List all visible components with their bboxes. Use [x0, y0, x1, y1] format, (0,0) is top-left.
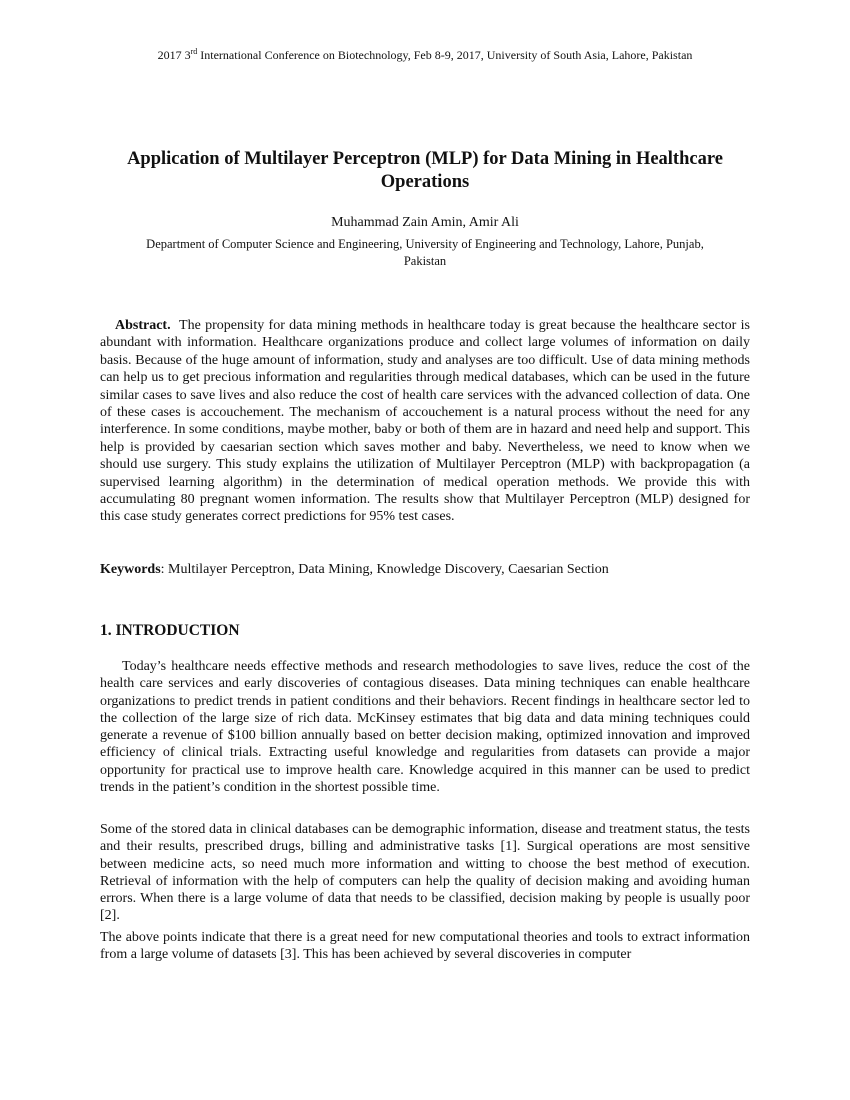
paper-affiliation: Department of Computer Science and Engineering, University of Engineering and Technology, Lahore, Punjab, Pakistan: [146, 237, 704, 268]
keywords: [100, 561, 750, 579]
abstract-label: Abstract.: [115, 318, 171, 333]
abstract-text: The propensity for data mining methods in healthcare today is great because the healthcare sector is abundant with information. Healthcare organizations produce and collect large volumes of information on daily basis. Because of the huge amount of information, study and analyses are too difficult. Use of data mining methods can help us to get precious information and regularities through medical databases, which can be used in the future similar cases to save lives and also reduce the cost of health care services with the advanced collection of data. One of these cases is accouchement. The mechanism of accouchement is a natural process without the need for any interference. In some conditions, maybe mother, baby or both of them are in hazard and need help and support. This help is provided by caesarian section which saves mother and baby. Nevertheless, we need to know when we should use surgery. This study explains the utilization of Multilayer Perceptron (MLP) with backpropagation (a supervised learning algorithm) in the determination of medical operation methods. We provide this with accumulating 80 pregnant women information. The results show that Multilayer Perceptron (MLP) designed for this case study generates correct predictions for 95% test cases.: [100, 318, 750, 525]
abstract: [100, 317, 750, 526]
intro-paragraph-2: Some of the stored data in clinical databases can be demographic information, disease and treatment status, the tests and their results, prescribed drugs, billing and administrative tasks [1]. Surgical operations are most sensitive between medicine acts, so need much more information and witting to choose the best method of execution. Retrieval of information with the help of computers can help the quality of decision making and avoiding human errors. When there is a large volume of data that needs to be classified, decision making by people is usually poor [2].: [100, 822, 750, 924]
keywords-label: Keywords: [100, 562, 161, 577]
conference-header-sup: rd: [190, 47, 198, 56]
section-heading-introduction: 1. INTRODUCTION: [100, 622, 240, 639]
intro-paragraph-3: The above points indicate that there is a great need for new computational theories and tools to extract information from a large volume of datasets [3]. This has been achieved by several discoveries in computer: [100, 930, 750, 963]
conference-header-post: International Conference on Biotechnology, Feb 8-9, 2017, University of South Asia, Lahore, Pakistan: [197, 48, 693, 62]
conference-header-pre: 2017 3: [157, 48, 191, 62]
intro-paragraph-1: Today’s healthcare needs effective methods and research methodologies to save lives, reduce the cost of the health care services and early discoveries of contagious diseases. Data mining techniques can enable healthcare organizations to predict trends in patient conditions and their behaviors. Recent findings in healthcare sector led to the collection of the large size of rich data. McKinsey estimates that big data and data mining techniques could generate a revenue of $100 billion annually based on better decision making, optimized innovation and improved efficiency of clinical trials. Extracting useful knowledge and regularities from datasets can provide a major opportunity for practical use to improve health care. Knowledge acquired in this manner can be used to predict trends in the patient’s condition in the shortest possible time.: [100, 659, 750, 796]
paper-authors: Muhammad Zain Amin, Amir Ali: [331, 215, 519, 230]
conference-header: [0, 47, 850, 63]
keywords-text: : Multilayer Perceptron, Data Mining, Knowledge Discovery, Caesarian Section: [160, 562, 609, 577]
paper-title: Application of Multilayer Perceptron (MLP) for Data Mining in Healthcare Operations: [127, 149, 723, 192]
